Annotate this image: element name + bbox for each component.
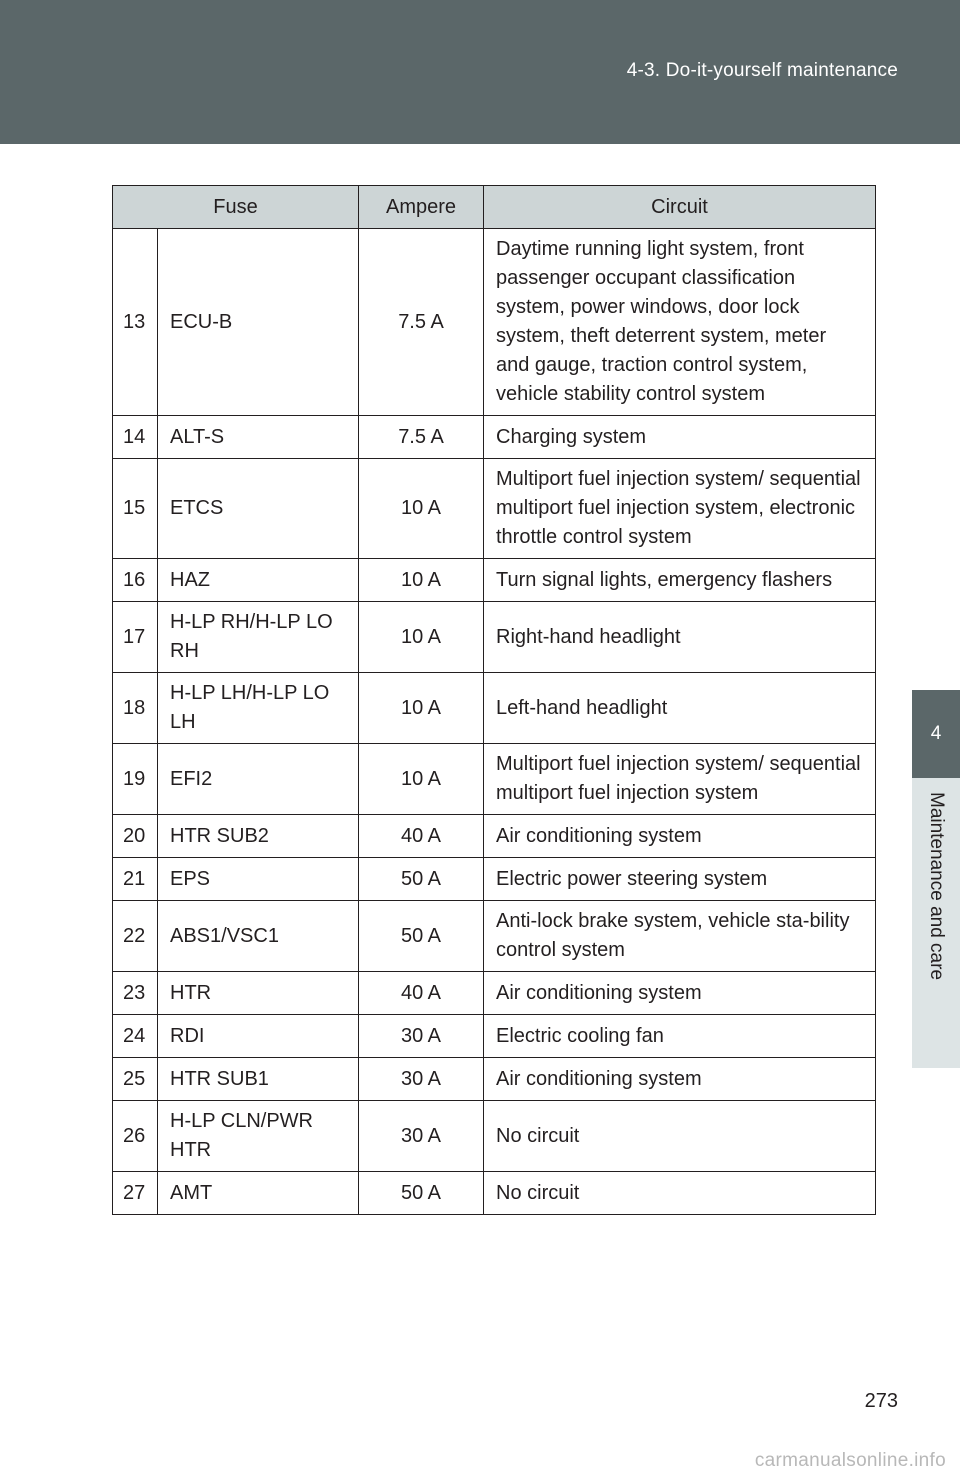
fuse-number-cell: 17 bbox=[113, 602, 158, 673]
page-number: 273 bbox=[864, 1390, 898, 1412]
table-row bbox=[113, 901, 876, 972]
ampere-cell: 30 A bbox=[359, 1058, 484, 1101]
header-band bbox=[0, 0, 960, 144]
fuse-number-cell: 16 bbox=[113, 559, 158, 602]
table-row bbox=[113, 559, 876, 602]
table-row bbox=[113, 459, 876, 559]
fuse-number-cell: 14 bbox=[113, 416, 158, 459]
fuse-name-cell: ABS1/VSC1 bbox=[158, 901, 359, 972]
column-header-ampere: Ampere bbox=[359, 186, 484, 229]
fuse-table bbox=[112, 185, 876, 1215]
side-tab-spacer bbox=[912, 144, 960, 690]
ampere-cell: 10 A bbox=[359, 559, 484, 602]
ampere-cell: 10 A bbox=[359, 744, 484, 815]
circuit-cell: Daytime running light system, front passenger occupant classification system, power windows, door lock system, theft deterrent system, meter and gauge, traction control system, vehicle stability control system bbox=[484, 229, 876, 416]
circuit-cell: Charging system bbox=[484, 416, 876, 459]
ampere-cell: 10 A bbox=[359, 459, 484, 559]
fuse-name-cell: HTR SUB1 bbox=[158, 1058, 359, 1101]
watermark: carmanualsonline.info bbox=[754, 1450, 946, 1471]
column-header-circuit: Circuit bbox=[484, 186, 876, 229]
fuse-number-cell: 24 bbox=[113, 1015, 158, 1058]
fuse-name-cell: AMT bbox=[158, 1172, 359, 1215]
fuse-number-cell: 27 bbox=[113, 1172, 158, 1215]
chapter-label: Maintenance and care bbox=[926, 792, 947, 981]
table-row bbox=[113, 744, 876, 815]
chapter-number: 4 bbox=[930, 723, 942, 744]
table-row bbox=[113, 416, 876, 459]
fuse-number-cell: 15 bbox=[113, 459, 158, 559]
circuit-cell: Right-hand headlight bbox=[484, 602, 876, 673]
table-row bbox=[113, 229, 876, 416]
ampere-cell: 30 A bbox=[359, 1015, 484, 1058]
table-row bbox=[113, 602, 876, 673]
ampere-cell: 40 A bbox=[359, 815, 484, 858]
table-row bbox=[113, 1172, 876, 1215]
table-row bbox=[113, 1015, 876, 1058]
circuit-cell: Multiport fuel injection system/ sequential multiport fuel injection system bbox=[484, 744, 876, 815]
fuse-number-cell: 21 bbox=[113, 858, 158, 901]
circuit-cell: Multiport fuel injection system/ sequential multiport fuel injection system, electronic throttle control system bbox=[484, 459, 876, 559]
fuse-number-cell: 26 bbox=[113, 1101, 158, 1172]
ampere-cell: 10 A bbox=[359, 602, 484, 673]
ampere-cell: 10 A bbox=[359, 673, 484, 744]
fuse-number-cell: 22 bbox=[113, 901, 158, 972]
circuit-cell: Turn signal lights, emergency flashers bbox=[484, 559, 876, 602]
table-row bbox=[113, 1058, 876, 1101]
fuse-name-cell: ETCS bbox=[158, 459, 359, 559]
ampere-cell: 7.5 A bbox=[359, 229, 484, 416]
ampere-cell: 50 A bbox=[359, 901, 484, 972]
fuse-name-cell: EFI2 bbox=[158, 744, 359, 815]
circuit-cell: Air conditioning system bbox=[484, 1058, 876, 1101]
circuit-cell: No circuit bbox=[484, 1172, 876, 1215]
ampere-cell: 7.5 A bbox=[359, 416, 484, 459]
circuit-cell: Electric cooling fan bbox=[484, 1015, 876, 1058]
ampere-cell: 30 A bbox=[359, 1101, 484, 1172]
fuse-table-body bbox=[113, 229, 876, 1215]
table-row bbox=[113, 858, 876, 901]
table-row bbox=[113, 673, 876, 744]
circuit-cell: Electric power steering system bbox=[484, 858, 876, 901]
circuit-cell: Air conditioning system bbox=[484, 972, 876, 1015]
fuse-name-cell: H-LP CLN/PWR HTR bbox=[158, 1101, 359, 1172]
fuse-name-cell: H-LP RH/H-LP LO RH bbox=[158, 602, 359, 673]
fuse-name-cell: H-LP LH/H-LP LO LH bbox=[158, 673, 359, 744]
fuse-name-cell: HAZ bbox=[158, 559, 359, 602]
table-row bbox=[113, 972, 876, 1015]
chapter-label-tab bbox=[912, 778, 960, 1068]
section-title: 4-3. Do-it-yourself maintenance bbox=[626, 60, 898, 81]
fuse-name-cell: EPS bbox=[158, 858, 359, 901]
ampere-cell: 50 A bbox=[359, 1172, 484, 1215]
circuit-cell: Air conditioning system bbox=[484, 815, 876, 858]
circuit-cell: Left-hand headlight bbox=[484, 673, 876, 744]
ampere-cell: 50 A bbox=[359, 858, 484, 901]
fuse-name-cell: ALT-S bbox=[158, 416, 359, 459]
fuse-number-cell: 13 bbox=[113, 229, 158, 416]
fuse-number-cell: 19 bbox=[113, 744, 158, 815]
fuse-name-cell: RDI bbox=[158, 1015, 359, 1058]
circuit-cell: Anti-lock brake system, vehicle sta-bility control system bbox=[484, 901, 876, 972]
fuse-number-cell: 23 bbox=[113, 972, 158, 1015]
ampere-cell: 40 A bbox=[359, 972, 484, 1015]
fuse-number-cell: 20 bbox=[113, 815, 158, 858]
fuse-name-cell: HTR bbox=[158, 972, 359, 1015]
table-row bbox=[113, 815, 876, 858]
chapter-number-tab bbox=[912, 690, 960, 778]
fuse-name-cell: HTR SUB2 bbox=[158, 815, 359, 858]
column-header-fuse: Fuse bbox=[113, 186, 359, 229]
circuit-cell: No circuit bbox=[484, 1101, 876, 1172]
fuse-name-cell: ECU-B bbox=[158, 229, 359, 416]
fuse-number-cell: 25 bbox=[113, 1058, 158, 1101]
fuse-number-cell: 18 bbox=[113, 673, 158, 744]
table-header-row bbox=[113, 186, 876, 229]
table-row bbox=[113, 1101, 876, 1172]
